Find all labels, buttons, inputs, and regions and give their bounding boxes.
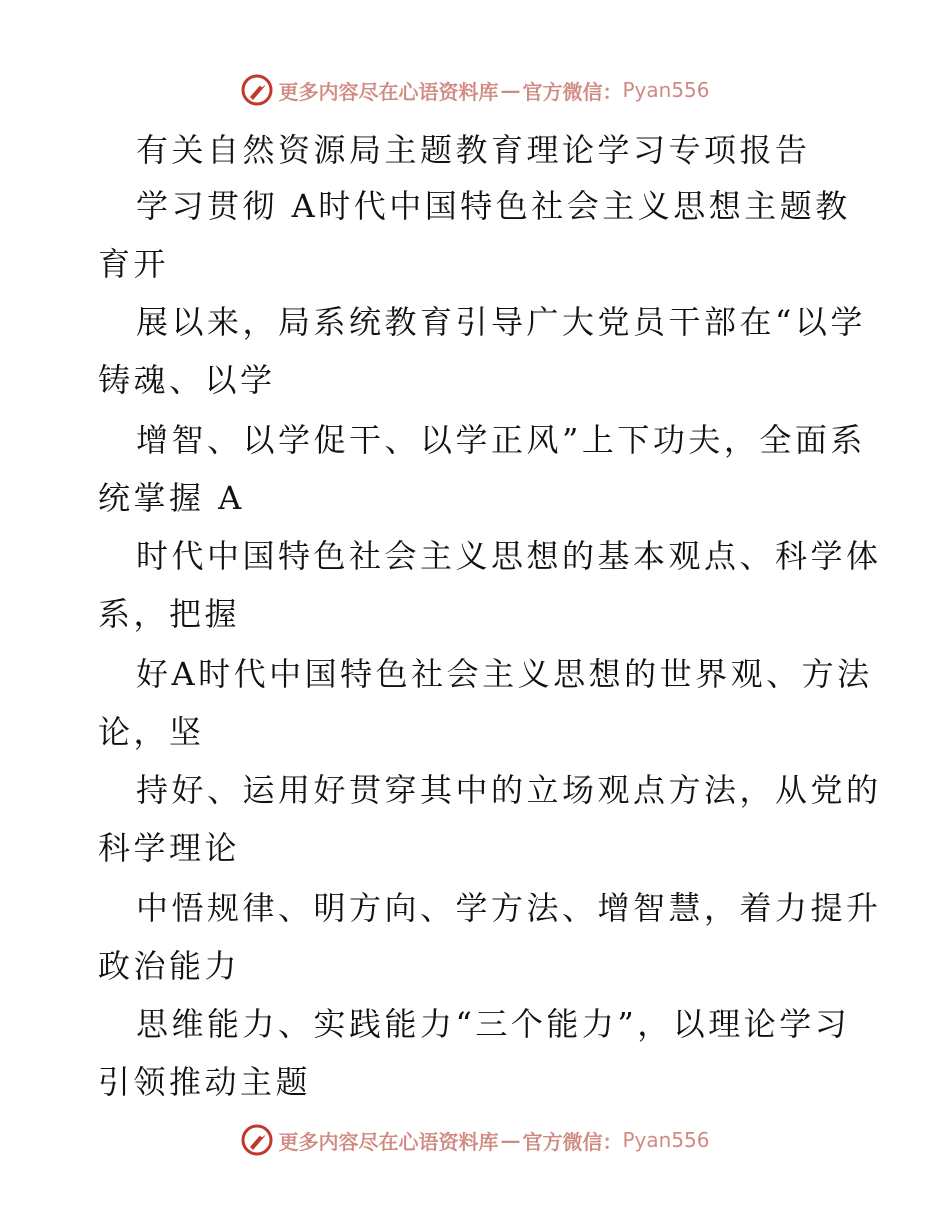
footer-watermark: [0, 1120, 950, 1160]
text-line: 持好、运用好贯穿其中的立场观点方法，从党的: [136, 771, 882, 809]
text-line: 铸魂、以学: [98, 361, 276, 399]
text-line: 时代中国特色社会主义思想的基本观点、科学体: [136, 537, 882, 575]
text-line: 政治能力: [98, 947, 241, 985]
watermark-text: 更多内容尽在心语资料库: [278, 1129, 499, 1154]
text-line: 好A时代中国特色社会主义思想的世界观、方法: [136, 655, 873, 693]
text-line: 展以来，局系统教育引导广大党员干部在“以学: [136, 303, 866, 341]
text-line: 统掌握 A: [98, 479, 245, 517]
text-line: 思维能力、实践能力“三个能力”，以理论学习: [136, 1005, 851, 1043]
watermark-label: 官方微信：: [522, 79, 623, 104]
header-watermark: [0, 70, 950, 110]
text-line: 引领推动主题: [98, 1063, 312, 1101]
pen-logo-icon: [240, 73, 274, 107]
watermark-handle: Pyan556: [622, 78, 710, 102]
text-line: 中悟规律、明方向、学方法、增智慧，着力提升: [136, 889, 882, 927]
watermark-handle: Pyan556: [622, 1128, 710, 1152]
text-line: 育开: [98, 245, 170, 283]
text-line: 科学理论: [98, 829, 241, 867]
text-line: 论，坚: [98, 713, 205, 751]
pen-logo-icon: [240, 1123, 274, 1157]
watermark-label: 官方微信：: [522, 1129, 623, 1154]
text-line: 增智、以学促干、以学正风”上下功夫，全面系: [136, 421, 866, 459]
watermark-separator: —: [500, 1128, 521, 1152]
text-line: 系，把握: [98, 595, 241, 633]
watermark-separator: —: [500, 78, 521, 102]
watermark-text: 更多内容尽在心语资料库: [278, 79, 499, 104]
text-line: 学习贯彻 A时代中国特色社会主义思想主题教: [136, 187, 851, 225]
document-title: 有关自然资源局主题教育理论学习专项报告: [136, 131, 811, 169]
